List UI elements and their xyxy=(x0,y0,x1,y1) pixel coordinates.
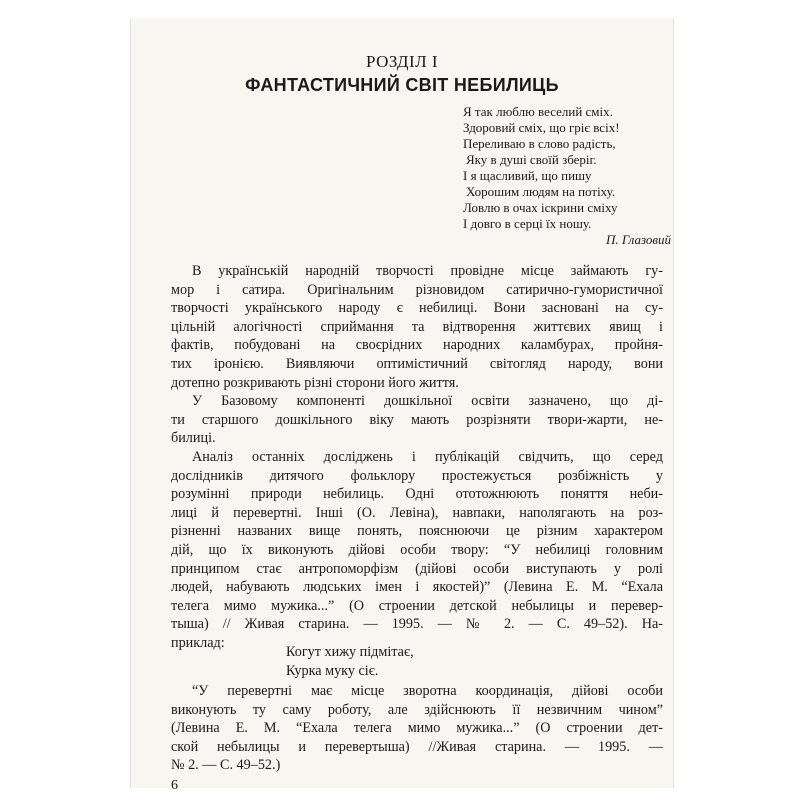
quote-paragraph xyxy=(171,682,663,775)
epigraph-line: Хорошим людям на потіху. xyxy=(466,184,616,199)
quote-line: ской небылицы и перевертыша) //Живая старина. — 1995. — xyxy=(171,738,663,755)
book-page xyxy=(130,18,674,793)
body-line: билиці. xyxy=(171,430,216,447)
body-line: творчості українського народу є небилиці. Вони засновані на су- xyxy=(171,300,663,317)
body-line: дослідників дитячого фольклору простежується розбіжність у xyxy=(171,467,663,484)
epigraph-line: Здоровий сміх, що гріє всіх! xyxy=(463,120,620,135)
epigraph-author: П. Глазовий xyxy=(606,232,671,247)
epigraph-line: Ловлю в очах іскрини сміху xyxy=(463,200,618,215)
epigraph-line: Яку в душі своїй зберіг. xyxy=(466,152,597,167)
body-line: дотепно розкривають різні сторони його життя. xyxy=(171,374,459,391)
body-line: дій, що їх виконують дійові особи твору: “У небилиці головним xyxy=(171,541,663,558)
body-line: лиці й перевертні. Інші (О. Левіна), навпаки, наполягають на роз- xyxy=(171,504,663,521)
chapter-heading: РОЗДІЛ I xyxy=(365,52,439,71)
body-line: тыша) // Живая старина. — 1995. — № 2. — С. 49–52). На- xyxy=(171,616,663,633)
body-text xyxy=(171,262,663,652)
body-line: мор і сатира. Оригінальним різновидом сатирично-гумористичної xyxy=(171,281,663,298)
verse-line: Курка муку сіє. xyxy=(286,663,379,679)
body-line: тих іронією. Виявляючи оптимістичний світогляд народу, вони xyxy=(171,355,663,372)
quote-line: (Левина Е. М. “Ехала телега мимо мужика...” (О строении дет- xyxy=(171,720,663,737)
epigraph-line: Переливаю в слово радість, xyxy=(463,136,616,151)
body-line: людей, набувають людських імен і якостей)” (Левина Е. М. “Ехала xyxy=(171,579,663,596)
body-line: фактів, побудовані на своєрідних народних каламбурах, пройня- xyxy=(171,337,663,354)
body-line: У Базовому компоненті дошкільної освіти зазначено, що ді- xyxy=(192,393,663,410)
epigraph xyxy=(463,104,671,248)
body-line: Аналіз останніх досліджень і публікацій свідчить, що серед xyxy=(192,448,663,465)
body-line: телега мимо мужика...” (О строении детской небылицы и перевер- xyxy=(171,597,663,614)
body-line: різненні названих вище понять, пояснюючи це різним характером xyxy=(171,523,663,540)
chapter-title: ФАНТАСТИЧНИЙ СВІТ НЕБИЛИЦЬ xyxy=(245,75,559,95)
body-line: приклад: xyxy=(171,634,225,651)
body-line: ти старшого дошкільного віку мають розрізняти твори-жарти, не- xyxy=(171,411,663,428)
page-number: 6 xyxy=(171,778,178,793)
quote-line: виконують ту саму роботу, але здійснюють її незвичним чином” xyxy=(171,701,663,718)
body-line: розумінні природи небилиць. Одні ототожнюють поняття неби- xyxy=(171,486,663,503)
epigraph-line: І довго в серці їх ношу. xyxy=(463,216,592,231)
quote-line: № 2. — С. 49–52.) xyxy=(171,757,281,774)
body-line: принципом стає антропоморфізм (дійові особи виступають у ролі xyxy=(171,560,663,577)
body-line: В українській народній творчості провідне місце займають гу- xyxy=(192,263,663,279)
epigraph-line: І я щасливий, що пишу xyxy=(463,168,592,183)
verse-line: Когут хижу підмітає, xyxy=(286,644,414,660)
verse-example xyxy=(286,643,414,681)
body-line: цільній алогічності сприймання та відтворення життєвих явищ і xyxy=(171,318,663,335)
epigraph-line: Я так люблю веселий сміх. xyxy=(463,104,613,119)
quote-line: “У перевертні має місце зворотна координація, дійові особи xyxy=(192,683,663,699)
